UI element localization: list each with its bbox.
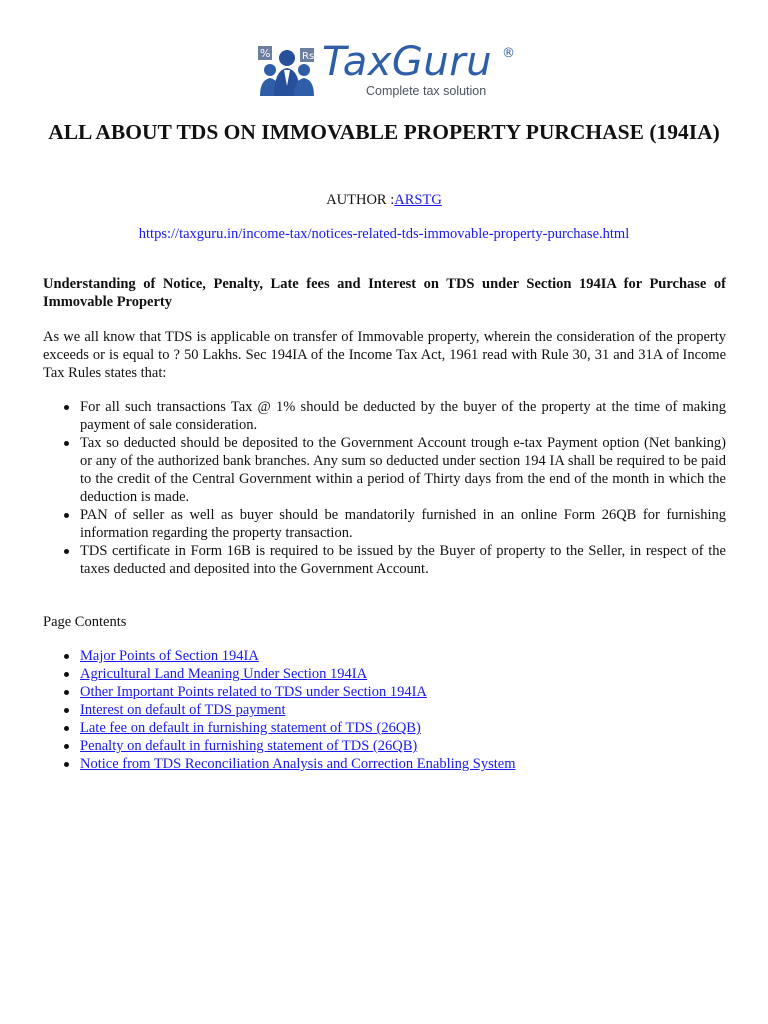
toc-link-late-fee[interactable]: Late fee on default in furnishing statement of TDS (26QB) <box>80 720 421 736</box>
svg-text:Rs: Rs <box>302 51 315 62</box>
list-item-text: TDS certificate in Form 16B is required to be issued by the Buyer of property to the Seller, in respect of the taxes deducted and deposited into the Government Account. <box>80 543 726 577</box>
toc-item <box>43 647 726 665</box>
list-item-text: For all such transactions Tax @ 1% should be deducted by the buyer of the property at the time of making payment of sale consideration. <box>80 399 726 433</box>
bullet-icon <box>64 708 69 713</box>
toc-item <box>43 755 726 773</box>
toc-link-major-points[interactable]: Major Points of Section 194IA <box>80 648 259 664</box>
page-contents-heading: Page Contents <box>43 614 127 630</box>
toc-link-notice[interactable]: Notice from TDS Reconciliation Analysis and Correction Enabling System <box>80 756 516 772</box>
requirements-list <box>43 398 726 578</box>
taxguru-logo[interactable] <box>256 40 518 102</box>
list-item <box>43 506 726 542</box>
list-item <box>43 434 726 506</box>
section-subheading: Understanding of Notice, Penalty, Late fees and Interest on TDS under Section 194IA for Purchase of Immovable Property <box>43 276 726 310</box>
bullet-icon <box>64 762 69 767</box>
list-item <box>43 398 726 434</box>
list-item-text: PAN of seller as well as buyer should be mandatorily furnished in an online Form 26QB for furnishing information regarding the property transaction. <box>80 507 726 541</box>
bullet-icon <box>64 744 69 749</box>
toc-item <box>43 701 726 719</box>
page-contents-list <box>43 647 726 773</box>
logo-wordmark: TaxGuru <box>322 39 493 85</box>
author-line <box>0 192 768 209</box>
author-label: AUTHOR : <box>326 192 395 208</box>
list-item-text: Tax so deducted should be deposited to the Government Account trough e-tax Payment option (Net banking) or any of the authorized bank branches. Any sum so deducted under section 194 IA shall be required to be paid to the credit of the Central Government within a period of Thirty days from the end of the month in which the deduction is made. <box>80 435 726 505</box>
toc-item <box>43 737 726 755</box>
page-title: ALL ABOUT TDS ON IMMOVABLE PROPERTY PURCHASE (194IA) <box>48 120 720 144</box>
logo-tagline: Complete tax solution <box>366 84 487 98</box>
toc-item <box>43 719 726 737</box>
toc-item <box>43 683 726 701</box>
bullet-icon <box>64 672 69 677</box>
bullet-icon <box>64 441 69 446</box>
bullet-icon <box>64 690 69 695</box>
intro-paragraph: As we all know that TDS is applicable on transfer of Immovable property, wherein the consideration of the property exceeds or is equal to ? 50 Lakhs. Sec 194IA of the Income Tax Act, 1961 read with Rule 30, 31 and 31A of Income Tax Rules states that: <box>43 329 726 381</box>
list-item <box>43 542 726 578</box>
svg-text:%: % <box>260 47 271 60</box>
taxguru-people-icon <box>256 40 318 100</box>
author-link[interactable]: ARSTG <box>394 192 442 208</box>
bullet-icon <box>64 405 69 410</box>
bullet-icon <box>64 549 69 554</box>
source-url-link[interactable]: https://taxguru.in/income-tax/notices-related-tds-immovable-property-purchase.html <box>138 226 630 242</box>
bullet-icon <box>64 513 69 518</box>
bullet-icon <box>64 726 69 731</box>
bullet-icon <box>64 654 69 659</box>
toc-link-other-points[interactable]: Other Important Points related to TDS under Section 194IA <box>80 684 427 700</box>
toc-link-agricultural-land[interactable]: Agricultural Land Meaning Under Section 194IA <box>80 666 368 682</box>
toc-item <box>43 665 726 683</box>
toc-link-penalty[interactable]: Penalty on default in furnishing statement of TDS (26QB) <box>80 738 418 754</box>
registered-mark: ® <box>502 46 515 61</box>
toc-link-interest[interactable]: Interest on default of TDS payment <box>80 702 286 718</box>
